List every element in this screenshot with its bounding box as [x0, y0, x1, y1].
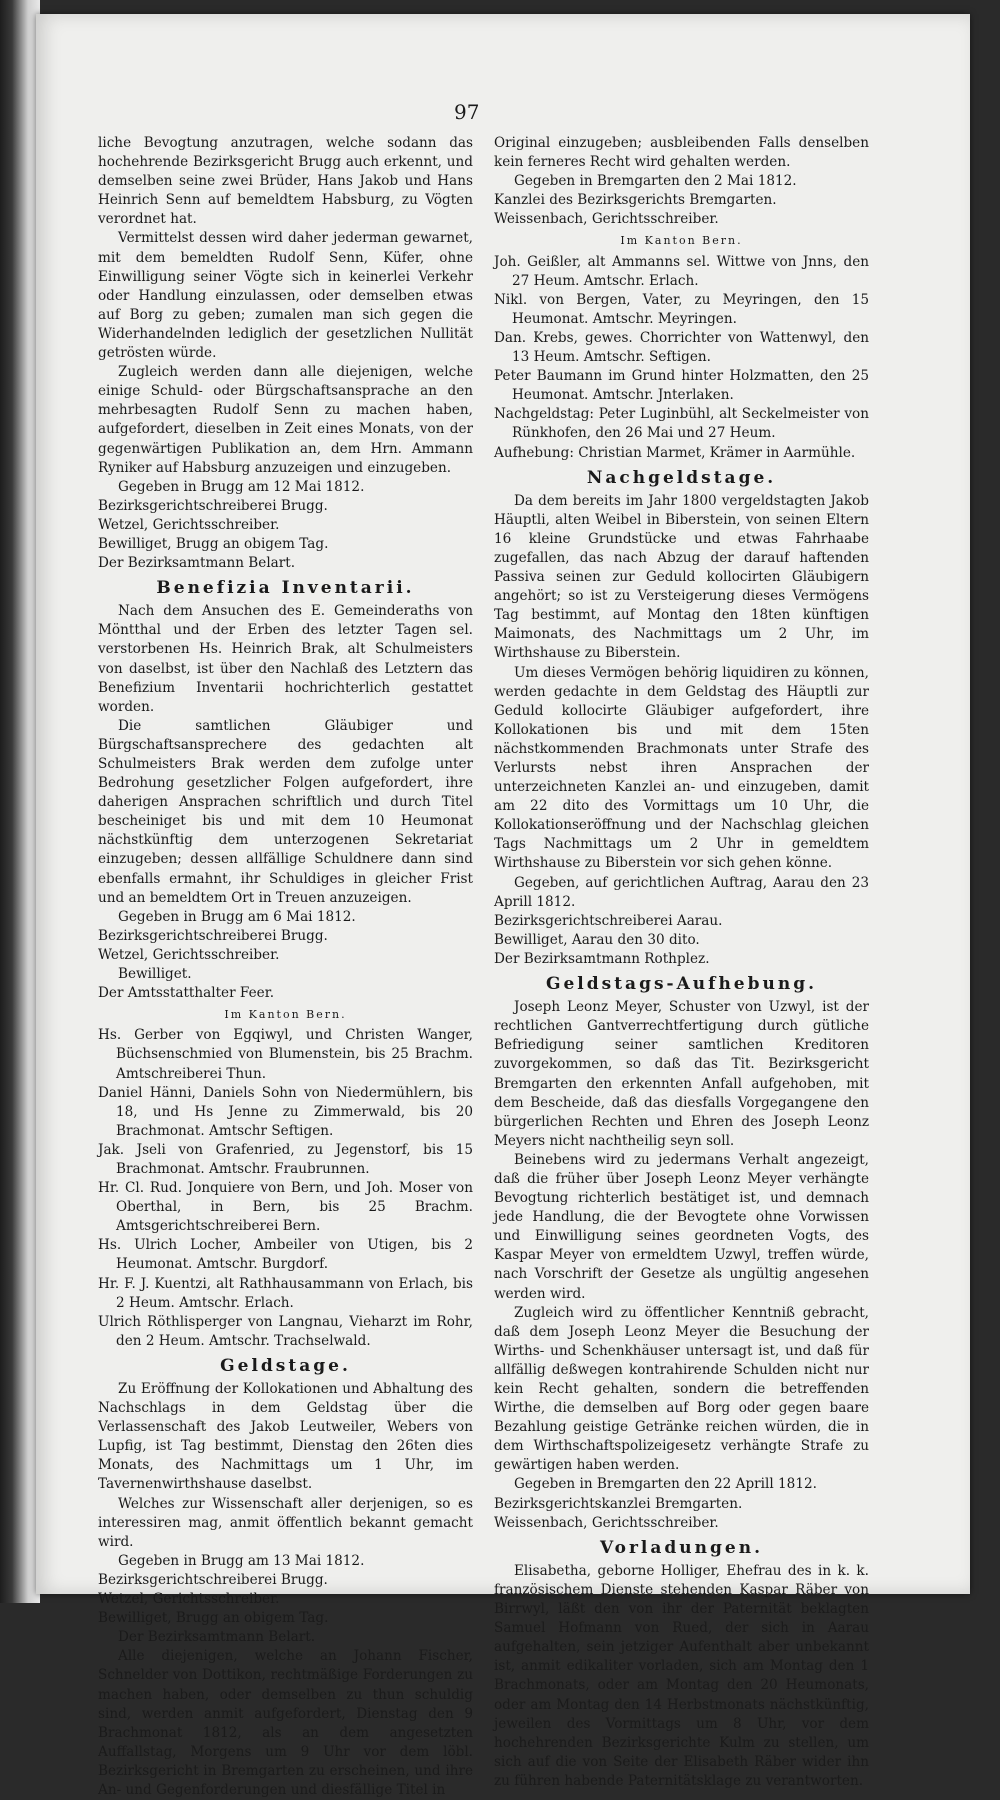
list-entry: Jak. Jseli von Grafenried, zu Jegenstorf, bis 15 Brachmonat. Amtschr. Fraubrunnen. [98, 1141, 473, 1177]
paragraph: Die samtlichen Gläubiger und Bürgschaftsansprechere des gedachten alt Schulmeisters Brak werden dem zufolge unter Bedrohung gesetzlicher Folgen aufgefordert, ihre daherigen Ansprachen schriftlich und durch Titel bescheiniget bis und mit dem 10 Heumonat nächstkünftig dem unterzogenen Sekretariat einzugeben; dessen allfällige Schuldnere dann sind ebenfalls ermahnt, ihr Schuldiges in gleicher Frist und an bemeldtem Ort in Treuen anzuzeigen. [98, 717, 473, 906]
signature: Bezirksgerichtschreiberei Aarau. [494, 912, 723, 929]
subheading: Im Kanton Bern. [620, 234, 743, 248]
list-entry: Nikl. von Bergen, Vater, zu Meyringen, den 15 Heumonat. Amtschr. Meyringen. [494, 291, 869, 327]
list-entry: Hr. F. J. Kuentzi, alt Rathhausammann von Erlach, bis 2 Heum. Amtschr. Erlach. [98, 1275, 473, 1311]
paragraph: Welches zur Wissenschaft aller derjenigen, so es interessiren mag, anmit öffentlich bekannt gemacht wird. [98, 1495, 473, 1550]
list-entry: Nachgeldstag: Peter Luginbühl, alt Seckelmeister von Rünkhofen, den 26 Mai und 27 Heum. [494, 406, 869, 442]
approval-line: Bewilliget, Brugg an obigem Tag. [98, 535, 329, 552]
paragraph: Beinebens wird zu jedermans Verhalt angezeigt, daß die früher über Joseph Leonz Meyer verhängte Bevogtung richterlich bestätiget ist, und demnach jede Handlung, die der Bevogtete ohne Vorwissen und Einwilligung seines geordneten Vogts, des Kaspar Meyer von ermeldtem Uzwyl, treffen würde, nach Vorschrift der Gesetze als ungültig angesehen werden wird. [494, 1151, 869, 1302]
list-entry: Hs. Gerber von Egqiwyl, und Christen Wanger, Büchsenschmied von Blumenstein, bis 25 Brachm. Amtschreiberei Thun. [98, 1027, 473, 1082]
list-entry: Hr. Cl. Rud. Jonquiere von Bern, und Joh. Moser von Oberthal, in Bern, bis 25 Brachm. Amtsgerichtschreiberei Bern. [98, 1180, 473, 1235]
book-spine-edge [0, 0, 40, 1603]
list-entry: Dan. Krebs, gewes. Chorrichter von Wattenwyl, den 13 Heum. Amtschr. Seftigen. [494, 329, 869, 366]
official-line: Der Amtsstatthalter Feer. [98, 985, 275, 1002]
section-heading: Vorladungen. [600, 1537, 763, 1558]
approval-line: Bewilliget, Aarau den 30 dito. [494, 931, 700, 948]
signature: Bezirksgerichtschreiberei Brugg. [98, 927, 328, 944]
section-heading: Geldstags-Aufhebung. [545, 974, 818, 995]
list-entry: Joh. Geißler, alt Ammanns sel. Wittwe von Jnns, den 27 Heum. Amtschr. Erlach. [494, 253, 869, 289]
signature: Bezirksgerichtschreiberei Brugg. [98, 497, 328, 514]
list-entry: Peter Baumann im Grund hinter Holzmatten, den 25 Heumonat. Amtschr. Jnterlaken. [494, 368, 869, 404]
paragraph: Zu Eröffnung der Kollokationen und Abhaltung des Nachschlags in dem Geldstag über die Verlassenschaft des Jakob Leutweiler, Webers von Lupfig, ist Tag bestimmt, Dienstag den 26ten dies Monats, des Nachmittags um 1 Uhr, im Tavernenwirthshause daselbst. [98, 1381, 473, 1493]
date-line: Gegeben in Brugg am 12 Mai 1812. [118, 478, 365, 495]
paragraph: Vermittelst dessen wird daher jederman gewarnet, mit dem bemeldten Rudolf Senn, Küfer, ohne Einwilligung seiner Vögte sich in keinerlei Verkehr oder Handlung einzulassen, oder demselben etwas auf Borg zu geben; zumalen man sich gegen die Widerhandelnden lediglich der gesetzlichen Nullität getrösten würde. [98, 230, 473, 362]
paragraph: Alle diejenigen, welche an Johann Fischer, Schnelder von Dottikon, rechtmäßige Forderungen zu machen haben, oder demselben zu thun schuldig sind, werden anmit aufgefordert, Dienstag den 9 Brachmonat 1812, als an dem angesetzten Auffallstag, Morgens um 9 Uhr vor dem löbl. Bezirksgericht in Bremgarten zu erscheinen, und ihre An- und Gegenforderungen und diesfällige Titel in [98, 1648, 473, 1798]
list-entry: Ulrich Röthlisperger von Langnau, Vieharzt im Rohr, den 2 Heum. Amtschr. Trachselwald. [98, 1313, 473, 1349]
list-entry: Aufhebung: Christian Marmet, Krämer in Aarmühle. [494, 444, 856, 461]
approval-line: Bewilliget. [118, 966, 192, 983]
official-line: Der Bezirksamtmann Rothplez. [494, 950, 710, 967]
official-line: Der Bezirksamtmann Belart. [118, 1629, 316, 1646]
list-entry: Daniel Hänni, Daniels Sohn von Niedermühlern, bis 18, und Hs Jenne zu Zimmerwald, bis 20 Brachmonat. Amtschr Seftigen. [98, 1084, 473, 1139]
section-heading: Geldstage. [220, 1355, 351, 1376]
paragraph: Elisabetha, geborne Holliger, Ehefrau des in k. k. französischem Dienste stehenden Kaspar Räber von Birrwyl, läßt den von ihr der Paternität beklagten Samuel Hofmann von Rued, der sich in Aarau aufgehalten, sein jetziger Aufenthalt aber unbekannt ist, anmit edikaliter vorladen, sich am Montag den 1 Brachmonats, oder am Montag den 20 Heumonats, oder am Montag den 14 Herbstmonats nächstkünftig, jeweilen des Vormittags um 8 Uhr, vor dem hochehrenden Bezirksgerichte Kulm zu stellen, um sich auf die von Seite der Elisabeth Räber wider ihn zu führen habende Paternitätsklage zu verantworten. [494, 1562, 869, 1789]
date-line: Gegeben in Brugg am 13 Mai 1812. [118, 1552, 365, 1569]
section-heading: Nachgeldstage. [586, 467, 777, 488]
page-number: 97 [454, 100, 480, 124]
paragraph: Original einzugeben; ausbleibenden Falls denselben kein ferneres Recht wird gehalten werden. [494, 135, 869, 171]
paragraph: Zugleich werden dann alle diejenigen, welche einige Schuld- oder Bürgschaftsansprache an den mehrbesagten Rudolf Senn zu machen haben, aufgefordert, dieselben in Zeit eines Monats, von der gegenwärtigen Publikation an, dem Hrn. Ammann Ryniker auf Habsburg anzuzeigen und einzugeben. [98, 364, 473, 476]
paragraph: Um dieses Vermögen behörig liquidiren zu können, werden gedachte in dem Geldstag des Häuptli zur Geduld kollocirte Gläubiger aufgefordert, ihre Kollokationen bis und mit dem 15ten nächstkommenden Brachmonats unter Strafe des Verlursts nebst ihren Ansprachen der unterzeichneten Kanzlei an- und einzugeben, damit am 22 dito des Vormittags um 10 Uhr, die Kollokationseröffnung und der Nachschlag gleichen Tags Nachmittags um 2 Uhr in gemeldtem Wirthshause zu Biberstein vor sich gehen könne. [494, 664, 869, 872]
right-column [494, 134, 869, 1791]
paragraph: liche Bevogtung anzutragen, welche sodann das hochehrende Bezirksgericht Brugg auch erkennt, und demselben seine zwei Brüder, Hans Jakob und Hans Heinrich Senn auf bemeldtem Habsburg, zu Vögten verordnet hat. [98, 135, 473, 228]
paragraph: Nach dem Ansuchen des E. Gemeinderaths von Möntthal und der Erben des letzter Tagen sel. verstorbenen Hs. Heinrich Brak, alt Schulmeisters von daselbst, ist über den Nachlaß des Letztern das Benefizium Inventarii hochrichterlich gestattet worden. [98, 603, 473, 715]
approval-line: Bewilliget, Brugg an obigem Tag. [98, 1610, 329, 1627]
paragraph: Zugleich wird zu öffentlicher Kenntniß gebracht, daß dem Joseph Leonz Meyer die Besuchung der Wirths- und Schenkhäuser untersagt ist, und daß für allfällig deßwegen kontrahirende Schulden nicht nur kein Recht gehalten, sondern die betreffenden Wirthe, die demselben auf Borg oder gegen baare Bezahlung geistige Getränke reichen würden, die in dem Wirthschaftspolizeigesetz verhängte Strafe zu gewärtigen haben werden. [494, 1304, 869, 1474]
signature: Kanzlei des Bezirksgerichts Bremgarten. [494, 192, 777, 209]
paragraph: Joseph Leonz Meyer, Schuster von Uzwyl, ist der rechtlichen Gantverrechtfertigung durch gütliche Befriedigung seiner samtlichen Kreditoren zuvorgekommen, so daß das Tit. Bezirksgericht Bremgarten den erkennten Anfall aufgehoben, mit dem Bescheide, daß das diesfalls Vorgegangene den bürgerlichen Rechten und Ehren des Joseph Leonz Meyers nicht nachtheilig seyn soll. [494, 999, 869, 1149]
signature: Weissenbach, Gerichtsschreiber. [494, 1514, 719, 1531]
official-line: Der Bezirksamtmann Belart. [98, 555, 296, 572]
newspaper-page [36, 14, 970, 1798]
date-line: Gegeben, auf gerichtlichen Auftrag, Aarau den 23 Aprill 1812. [494, 874, 869, 910]
section-heading: Benefizia Inventarii. [156, 578, 415, 599]
signature: Wetzel, Gerichtsschreiber. [98, 516, 280, 533]
signature: Bezirksgerichtskanzlei Bremgarten. [494, 1495, 743, 1512]
signature: Wetzel, Gerichtsschreiber. [98, 1591, 280, 1608]
list-entry: Hs. Ulrich Locher, Ambeiler von Utigen, bis 2 Heumonat. Amtschr. Burgdorf. [98, 1237, 473, 1273]
date-line: Gegeben in Bremgarten den 2 Mai 1812. [514, 173, 797, 190]
paragraph: Da dem bereits im Jahr 1800 vergeldstagten Jakob Häuptli, alten Weibel in Biberstein, von seinen Eltern 16 kleine Grundstücke und etwas Fahrhaabe zugefallen, das nach Abzug der darauf haftenden Passiva seinen zur Geduld kollocirten Gläubigern angehört; so ist zu Versteigerung dieses Vermögens Tag bestimmt, auf Montag den 18ten künftigen Maimonats, des Nachmittags um 2 Uhr, im Wirthshause zu Biberstein. [494, 492, 869, 662]
signature: Bezirksgerichtschreiberei Brugg. [98, 1571, 328, 1588]
subheading: Im Kanton Bern. [224, 1008, 347, 1022]
date-line: Gegeben in Bremgarten den 22 Aprill 1812. [514, 1476, 817, 1493]
date-line: Gegeben in Brugg am 6 Mai 1812. [118, 908, 356, 925]
signature: Wetzel, Gerichtsschreiber. [98, 946, 280, 963]
left-column [98, 134, 473, 1800]
signature: Weissenbach, Gerichtsschreiber. [494, 211, 719, 228]
